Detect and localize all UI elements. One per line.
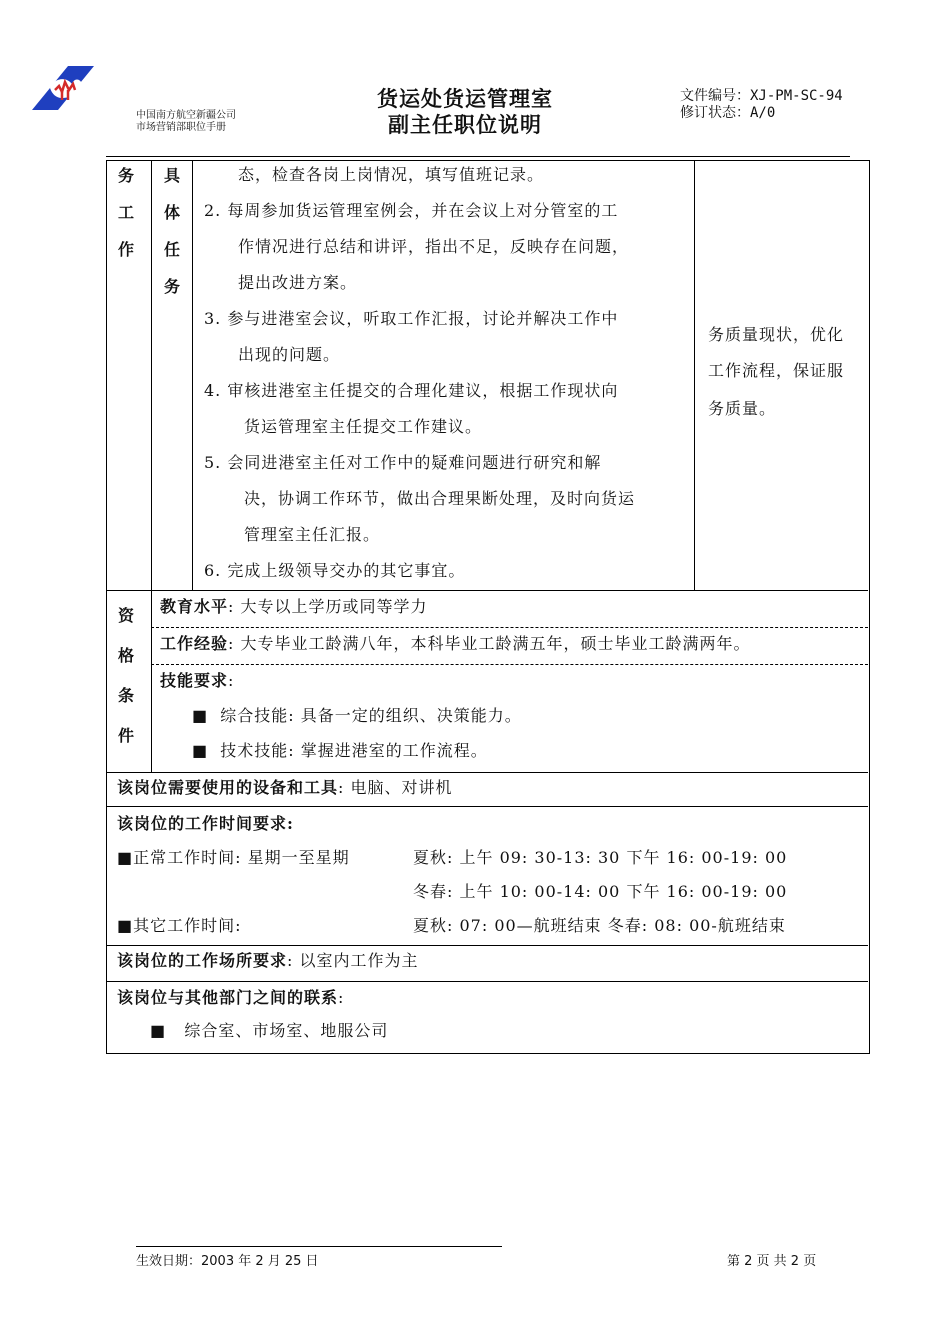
header-divider <box>106 156 850 157</box>
education-label: 教育水平 <box>160 597 229 616</box>
square-bullet-icon: ■ <box>192 741 209 760</box>
effective-date: 生效日期：2003 年 2 月 25 日 <box>136 1254 319 1269</box>
duty-line: 管理室主任汇报。 <box>244 525 381 544</box>
duty-outcome-line: 务质量现状，优化 <box>708 325 845 344</box>
row-divider-equipment <box>106 806 868 807</box>
skills-requirement: 技能要求: <box>160 671 235 690</box>
duty-line: 5. 会同进港室主任对工作中的疑难问题进行研究和解 <box>204 453 602 472</box>
duties-col-divider-2 <box>192 160 193 590</box>
qualification-dashed-divider-2 <box>151 664 868 665</box>
other-schedule: 夏秋: 07: 00—航班结束 冬春: 08: 00-航班结束 <box>413 916 786 935</box>
education-requirement <box>160 594 428 617</box>
duty-line: 货运管理室主任提交工作建议。 <box>244 417 483 436</box>
document-title <box>330 86 600 138</box>
duty-line: 4. 审核进港室主任提交的合理化建议，根据工作现状向 <box>204 381 619 400</box>
duties-label-col2: 具 体 任 务 <box>163 166 180 296</box>
skills-label: 技能要求 <box>160 671 229 690</box>
other-work-time-label: ■其它工作时间: <box>117 916 242 935</box>
row-divider-work-time <box>106 945 868 946</box>
doc-number: 文件编号：XJ-PM-SC-94 <box>680 88 843 104</box>
relations-item: ■ 综合室、市场室、地服公司 <box>150 1021 389 1040</box>
company-line-2: 市场营销部职位手册 <box>136 122 226 133</box>
duties-label-col1: 务 工 作 <box>117 166 134 259</box>
duty-line: 提出改进方案。 <box>238 273 358 292</box>
experience-value: : 大专毕业工龄满八年，本科毕业工龄满五年，硕士毕业工龄满两年。 <box>228 634 751 653</box>
duties-col-divider-1 <box>151 160 152 590</box>
workplace-label: 该岗位的工作场所要求 <box>117 951 288 970</box>
skill-item: ■ 技术技能: 掌握进港室的工作流程。 <box>192 741 488 760</box>
square-bullet-icon: ■ <box>150 1021 167 1040</box>
experience-label: 工作经验 <box>160 634 229 653</box>
duty-line: 6. 完成上级领导交办的其它事宜。 <box>204 561 466 580</box>
relations-row: 该岗位与其他部门之间的联系: <box>117 988 345 1007</box>
workplace-value: : 以室内工作为主 <box>287 951 419 970</box>
qualification-label: 资 格 条 件 <box>117 606 134 745</box>
equipment-value: : 电脑、对讲机 <box>338 778 453 797</box>
company-name <box>136 110 236 134</box>
workplace-row <box>117 948 419 971</box>
duties-col-divider-3 <box>694 160 695 590</box>
duty-line: 3. 参与进港室会议，听取工作汇报，讨论并解决工作中 <box>204 309 619 328</box>
company-line-1: 中国南方航空新疆公司 <box>136 110 236 121</box>
document-info <box>680 88 843 122</box>
work-time-label: 该岗位的工作时间要求: <box>117 814 294 833</box>
title-line-1: 货运处货运管理室 <box>377 87 553 111</box>
page-number: 第 2 页 共 2 页 <box>727 1254 817 1269</box>
skill-item: ■ 综合技能: 具备一定的组织、决策能力。 <box>192 706 522 725</box>
duty-outcome-line: 工作流程，保证服 <box>708 361 845 380</box>
revision-status: 修订状态：A/0 <box>680 105 776 121</box>
duty-line: 出现的问题。 <box>238 345 341 364</box>
summer-schedule: 夏秋: 上午 09: 30-13: 30 下午 16: 00-19: 00 <box>413 848 788 867</box>
duty-line: 作情况进行总结和讲评，指出不足，反映存在问题， <box>238 237 630 256</box>
qualification-col-divider <box>151 590 152 772</box>
duty-outcome-line: 务质量。 <box>708 399 777 418</box>
qualification-dashed-divider-1 <box>151 627 868 628</box>
experience-requirement <box>160 631 751 654</box>
row-divider-workplace <box>106 981 868 982</box>
row-divider-duties <box>106 590 868 591</box>
airline-logo-icon <box>28 64 98 114</box>
footer-divider <box>136 1246 502 1247</box>
winter-schedule: 冬春: 上午 10: 00-14: 00 下午 16: 00-19: 00 <box>413 882 788 901</box>
education-value: : 大专以上学历或同等学力 <box>228 597 428 616</box>
duty-line: 决，协调工作环节，做出合理果断处理，及时向货运 <box>244 489 636 508</box>
row-divider-qualification <box>106 772 868 773</box>
relations-label: 该岗位与其他部门之间的联系 <box>117 988 339 1007</box>
normal-work-time-label: ■正常工作时间: 星期一至星期 <box>117 848 350 867</box>
equipment-label: 该岗位需要使用的设备和工具 <box>117 778 339 797</box>
duty-line: 态，检查各岗上岗情况，填写值班记录。 <box>238 165 545 184</box>
title-line-2: 副主任职位说明 <box>388 113 542 137</box>
duty-line: 2. 每周参加货运管理室例会，并在会议上对分管室的工 <box>204 201 619 220</box>
equipment-row <box>117 775 453 798</box>
square-bullet-icon: ■ <box>192 706 209 725</box>
